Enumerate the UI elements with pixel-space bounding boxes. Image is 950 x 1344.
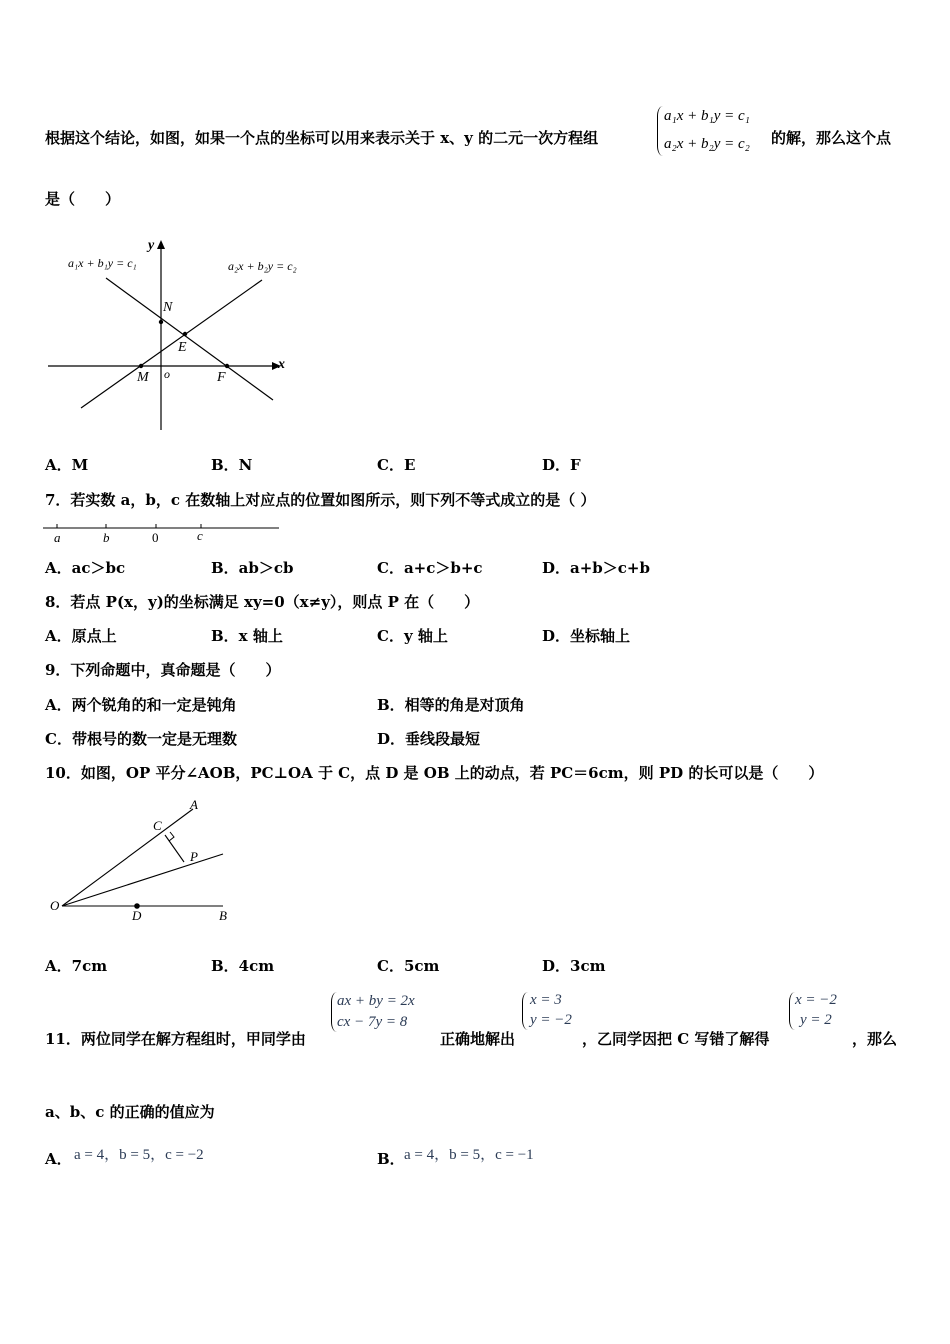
q6-option-d: D．F <box>542 456 581 474</box>
q7-label-b: b <box>103 530 110 545</box>
q10-label-O: O <box>50 898 60 913</box>
q6-line1-label: a₁x + b₁y = c₁ <box>68 256 137 270</box>
point-N <box>159 320 163 324</box>
q10-angle-figure <box>45 795 245 925</box>
q10-label-B: B <box>219 908 227 923</box>
q9-option-c: C．带根号的数一定是无理数 <box>45 730 237 748</box>
q11-part1: 11．两位同学在解方程组时，甲同学由 <box>45 1030 306 1048</box>
q11-solution2-eq2: y = 2 <box>800 1012 832 1028</box>
ray-OA <box>62 809 193 906</box>
q9-option-b: B．相等的角是对顶角 <box>377 696 525 714</box>
line-1 <box>106 278 273 400</box>
q8-option-b: B．x 轴上 <box>211 627 283 645</box>
q6-x-label: x <box>278 357 285 372</box>
q6-system-eq2: a₂x + b₂y = c₂ <box>664 136 750 152</box>
q11-part4: ，那么 <box>852 1030 898 1048</box>
q6-line2-label: a₂x + b₂y = c₂ <box>228 259 297 273</box>
point-M <box>139 364 143 368</box>
q6-intro-text: 根据这个结论，如图，如果一个点的坐标可以用来表示关于 x、y 的二元一次方程组 <box>45 129 599 147</box>
q7-option-a: A．ac＞bc <box>45 559 126 577</box>
q6-option-a: A．M <box>45 456 89 474</box>
q11-solution2-eq1: x = −2 <box>795 992 837 1008</box>
q7-number-line <box>43 520 283 540</box>
q6-point-F-label: F <box>217 370 226 385</box>
q6-system-eq1: a₁x + b₁y = c₁ <box>664 108 750 124</box>
q6-point-M-label: M <box>137 370 149 385</box>
q8-stem: 8．若点 P(x，y)的坐标满足 xy=0（x≠y），则点 P 在（ ） <box>45 593 480 611</box>
q7-label-0: 0 <box>152 530 159 545</box>
q10-label-D: D <box>132 908 142 923</box>
q11-solution1-eq1: x = 3 <box>530 992 562 1008</box>
q8-option-d: D．坐标轴上 <box>542 627 631 645</box>
q10-label-A: A <box>190 797 198 812</box>
q11-line2: a、b、c 的正确的值应为 <box>45 1103 215 1121</box>
q11-part2: 正确地解出 <box>440 1030 516 1048</box>
q9-option-a: A．两个锐角的和一定是钝角 <box>45 696 237 714</box>
segment-PC <box>165 835 184 862</box>
q6-option-c: C．E <box>377 456 416 474</box>
q11-solution1-brace <box>522 992 528 1030</box>
q6-intro-text-after: 的解，那么这个点 <box>771 129 892 147</box>
q10-option-b: B．4cm <box>211 957 275 975</box>
q8-option-c: C．y 轴上 <box>377 627 448 645</box>
q6-option-b: B．N <box>211 456 253 474</box>
q10-label-C: C <box>153 818 162 833</box>
q11-option-b-text: a = 4，b = 5，c = −1 <box>404 1147 534 1163</box>
q10-stem: 10．如图，OP 平分∠AOB，PC⊥OA 于 C，点 D 是 OB 上的动点，若 PC＝6cm，则 PD 的长可以是（ ） <box>45 764 824 782</box>
q10-label-P: P <box>190 849 198 864</box>
q6-origin-label: o <box>164 367 170 381</box>
q6-system-brace <box>657 106 664 156</box>
q10-option-c: C．5cm <box>377 957 440 975</box>
q10-option-d: D．3cm <box>542 957 606 975</box>
q6-point-N-label: N <box>163 300 173 315</box>
point-E <box>183 332 187 336</box>
q6-point-E-label: E <box>178 340 187 355</box>
q7-option-d: D．a+b＞c+b <box>542 559 650 577</box>
q11-system-eq2: cx − 7y = 8 <box>337 1014 408 1030</box>
q10-option-a: A．7cm <box>45 957 108 975</box>
q7-label-c: c <box>197 528 203 543</box>
q7-stem: 7．若实数 a，b，c 在数轴上对应点的位置如图所示，则下列不等式成立的是（ ） <box>45 491 596 509</box>
q6-y-label: y <box>148 238 155 253</box>
q11-option-a-text: a = 4，b = 5，c = −2 <box>74 1147 204 1163</box>
q11-solution1-eq2: y = −2 <box>530 1012 572 1028</box>
right-angle-mark <box>169 832 174 841</box>
q11-part3: ，乙同学因把 C 写错了解得 <box>582 1030 770 1048</box>
q11-system-eq1: ax + by = 2x <box>337 993 415 1009</box>
q7-label-a: a <box>54 530 61 545</box>
ray-OP <box>62 854 223 906</box>
q8-option-a: A．原点上 <box>45 627 117 645</box>
point-F <box>225 364 229 368</box>
y-axis-arrow <box>157 240 165 249</box>
q9-option-d: D．垂线段最短 <box>377 730 481 748</box>
q11-option-b-letter: B． <box>377 1150 405 1168</box>
q7-option-b: B．ab＞cb <box>211 559 294 577</box>
q6-intro-line2: 是（ ） <box>45 190 121 208</box>
q11-option-a-letter: A． <box>45 1150 72 1168</box>
q9-stem: 9．下列命题中，真命题是（ ） <box>45 661 281 679</box>
q7-option-c: C．a+c＞b+c <box>377 559 483 577</box>
